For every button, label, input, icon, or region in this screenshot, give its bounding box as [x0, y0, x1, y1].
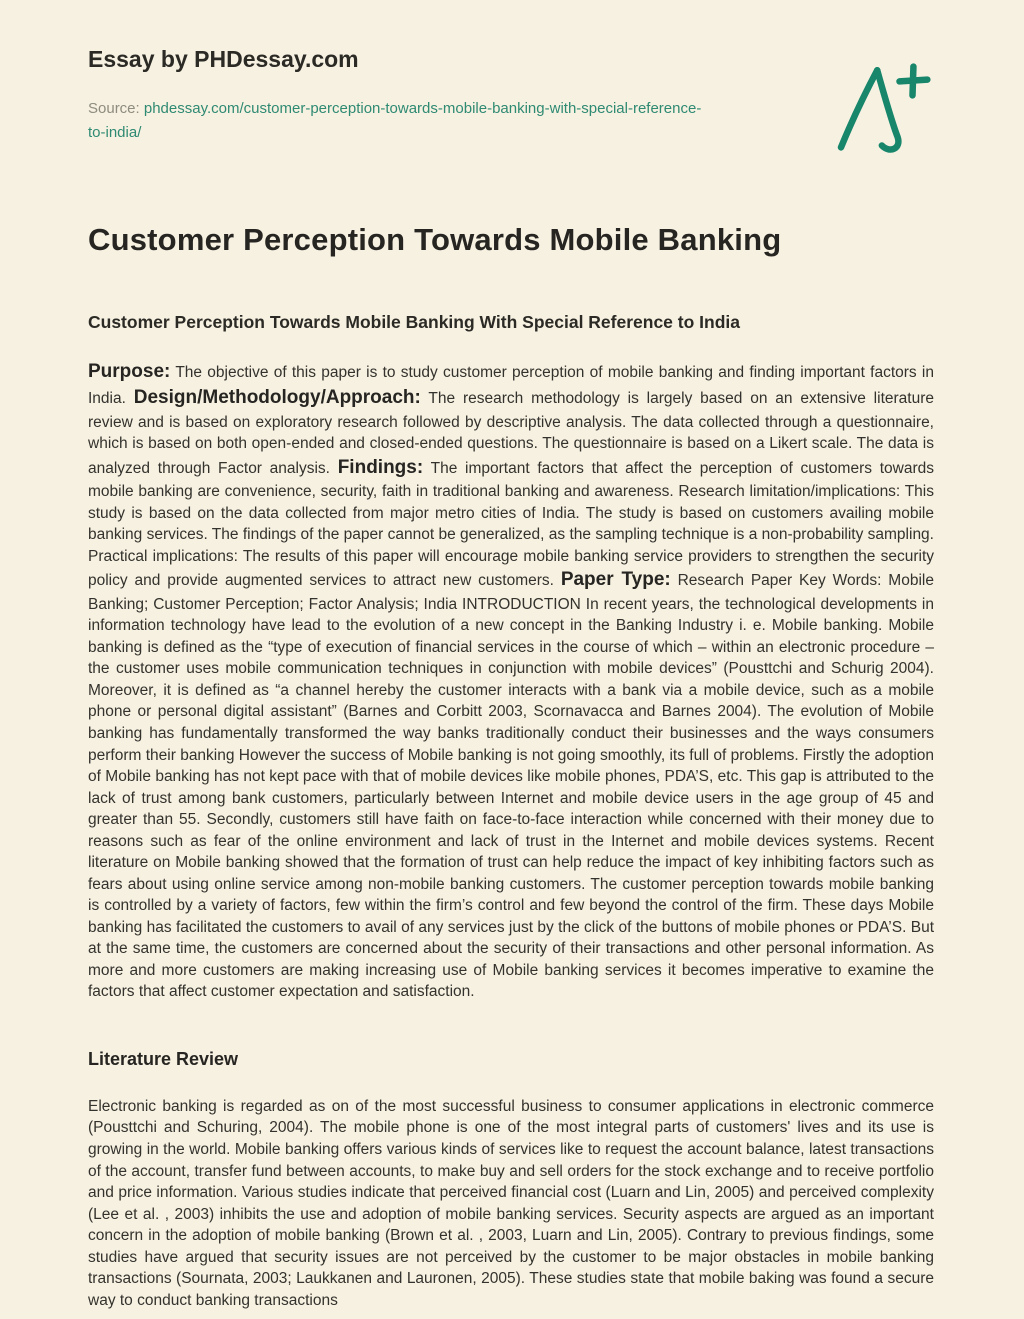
- document-subtitle: Customer Perception Towards Mobile Banking With Special Reference to India: [88, 312, 740, 332]
- document-title: Customer Perception Towards Mobile Banking: [88, 222, 782, 257]
- purpose-text: The objective of this paper is to study customer perception of mobile banking and finding important factors in India.: [88, 364, 934, 408]
- site-title: Essay by PHDessay.com: [88, 46, 359, 72]
- phdessay-logo[interactable]: [828, 58, 932, 160]
- findings-heading: Findings:: [337, 456, 424, 478]
- findings-text: The important factors that affect the perception of customers towards mobile banking are convenience, security, faith in traditional banking and awareness. Research limitation/implications: This study is based on the data collected from major metro cities of India. The study is based on customers availing mobile banking services. The findings of the paper cannot be generalized, as the sampling technique is a non-probability sampling. Practical implications: The results of this paper will encourage mobile banking service providers to strengthen the security policy and provide augmented services to attract new customers.: [88, 459, 934, 590]
- methodology-heading: Design/Methodology/Approach:: [133, 387, 421, 409]
- paper-type-heading: Paper Type:: [560, 569, 671, 591]
- methodology-text: The research methodology is largely based on an extensive literature review and is based on exploratory research followed by descriptive analysis. The data collected through a questionnaire, which is based on both open-ended and closed-ended questions. The questionnaire is based on a Likert scale. The data is analyzed through Factor analysis.: [88, 390, 934, 477]
- source-link[interactable]: phdessay.com/customer-perception-towards-mobile-banking-with-special-reference-to-india/: [88, 100, 702, 141]
- literature-paragraph: Electronic banking is regarded as on of the most successful business to consumer applications in electronic commerce (Pousttchi and Schuring, 2004). The mobile phone is one of the most integral parts of customers' lives and its use is growing in the world. Mobile banking offers various kinds of services like to request the account balance, latest transactions of the account, transfer fund between accounts, to make buy and sell orders for the stock exchange and to receive portfolio and price information. Various studies indicate that perceived financial cost (Luarn and Lin, 2005) and perceived complexity (Lee et al. , 2003) inhibits the use and adoption of mobile banking services. Security aspects are argued as an important concern in the adoption of mobile banking (Brown et al. , 2003, Luarn and Lin, 2005). Contrary to previous findings, some studies have argued that security issues are not perceived by the customer to be major obstacles in mobile banking transactions (Sournata, 2003; Laukkanen and Lauronen, 2005). These studies state that mobile baking was found a secure way to conduct banking transactions: [88, 1097, 934, 1309]
- document-body: [88, 222, 934, 1311]
- paper-type-text: Research Paper Key Words: Mobile Banking; Customer Perception; Factor Analysis; India INTRODUCTION In recent years, the technological developments in information technology have lead to the evolution of a new concept in the Banking Industry i. e. Mobile banking. Mobile banking is defined as the “type of execution of financial services in the course of which – within an electronic procedure – the customer uses mobile communication techniques in conjunction with mobile devices” (Pousttchi and Schurig 2004). Moreover, it is defined as “a channel hereby the customer interacts with a bank via a mobile device, such as a mobile phone or personal digital assistant” (Barnes and Corbitt 2003, Scornavacca and Barnes 2004). The evolution of Mobile banking has fundamentally transformed the way banks traditionally conduct their businesses and the ways consumers perform their banking However the success of Mobile banking is not going smoothly, its full of problems. Firstly the adoption of Mobile banking has not kept pace with that of mobile devices like mobile phones, PDA’S, etc. This gap is attributed to the lack of trust among bank customers, particularly between Internet and mobile device users in the age group of 45 and greater than 55. Secondly, customers still have faith on face-to-face interaction while concerned with their money due to reasons such as fear of the online environment and lack of trust in the Internet and mobile devices systems. Recent literature on Mobile banking showed that the formation of trust can help reduce the impact of key inhibiting factors such as fears about using online service among non-mobile banking customers. The customer perception towards mobile banking is controlled by a variety of factors, few within the firm’s control and few beyond the control of the firm. These days Mobile banking has facilitated the customers to avail of any services just by the click of the buttons of mobile phones or PDA’S. But at the same time, the customers are concerned about the security of their transactions and other personal information. As more and more customers are making increasing use of Mobile banking services it becomes imperative to examine the factors that affect customer expectation and satisfaction.: [88, 572, 934, 1001]
- header-text-block: [88, 42, 718, 145]
- source-line: [88, 97, 718, 145]
- aplus-logo-icon: [828, 58, 932, 155]
- section-heading-literature-review: Literature Review: [88, 1048, 239, 1069]
- page-header: [88, 42, 934, 160]
- purpose-heading: Purpose:: [88, 361, 171, 382]
- source-label: Source:: [88, 100, 144, 117]
- abstract-paragraph: [88, 359, 934, 1003]
